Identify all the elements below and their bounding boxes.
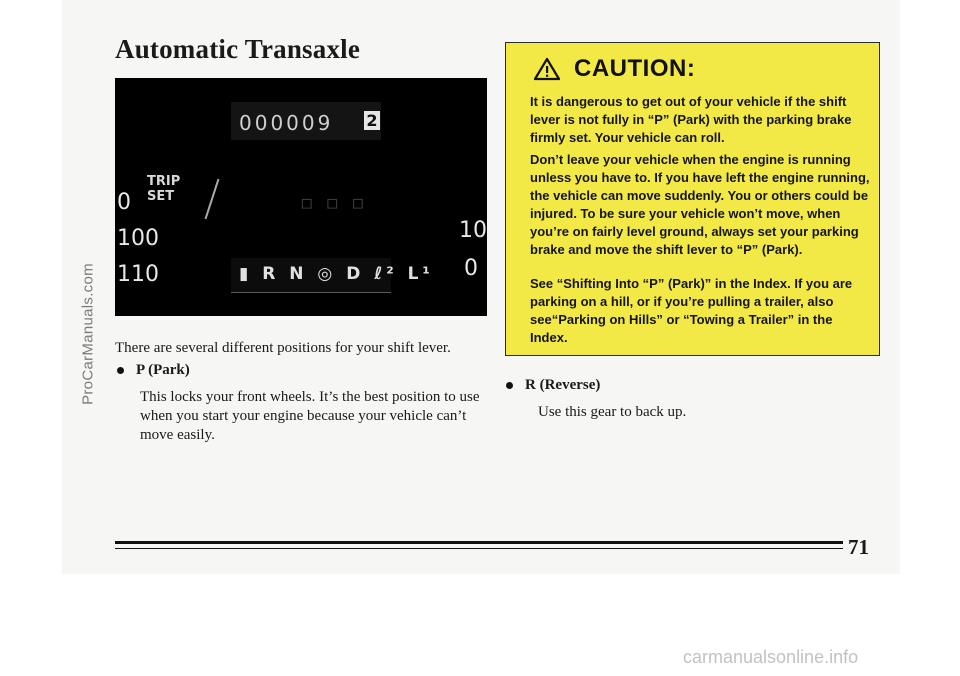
footer-rule (115, 541, 843, 544)
caution-paragraph: See “Shifting Into “P” (Park)” in the Index. If you are parking on a hill, or if you’re pulling a trailer, also see“Parking on Hills” or “Towing a Trailer” in the Index. (530, 276, 853, 345)
bullet-icon (117, 367, 124, 374)
caution-title: CAUTION: (574, 55, 696, 82)
prndl-letters: R N ◎ D ℓ² L¹ (262, 264, 434, 284)
bullet-icon (506, 382, 513, 389)
prndl-indicator (239, 264, 434, 284)
caution-title-row (534, 55, 695, 83)
bottom-watermark: carmanualsonline.info (683, 647, 859, 667)
trip-label: TRIP (147, 174, 181, 189)
shift-positions-intro: There are several different positions for your shift lever. (115, 340, 451, 356)
section-heading-park (117, 362, 190, 379)
reverse-description: Use this gear to back up. (538, 404, 687, 420)
footer-rule-thin (115, 548, 843, 549)
warning-triangle-icon (534, 57, 560, 81)
park-description: This locks your front wheels. It’s the best position to use when you start your engine because your vehicle can’t move easily. (140, 389, 480, 443)
speed-mark: 0 (117, 190, 131, 215)
page-number: 71 (848, 535, 869, 559)
side-watermark: ProCarManuals.com (79, 263, 97, 405)
odometer-highlight-digit: 2 (364, 111, 380, 130)
unlit-indicators: ▫▫▫ (300, 190, 377, 214)
gauge-needle (205, 179, 220, 220)
page-heading: Automatic Transaxle (115, 34, 361, 64)
trip-set-label (147, 174, 180, 204)
caution-paragraph: It is dangerous to get out of your vehicle if the shift lever is not fully in “P” (Park) with the parking brake firmly set. Your vehicle can roll. (530, 94, 852, 145)
speed-mark: 10 (459, 218, 487, 243)
caution-paragraph: Don’t leave your vehicle when the engine is running unless you have to. If you have left the engine running, the vehicle can move suddenly. You or others could be injured. To be sure your vehicle won’t move, when you’re on fairly level ground, always set your parking brake and move the shift lever to “P” (Park). (530, 152, 870, 257)
caution-box (505, 42, 880, 356)
section-heading-reverse (506, 377, 600, 394)
section-label: R (Reverse) (525, 377, 601, 393)
section-label: P (Park) (136, 362, 190, 378)
speed-mark: 0 (464, 256, 478, 281)
park-indicator-icon: ▮ (239, 264, 253, 284)
set-label: SET (147, 189, 175, 204)
odometer-readout: 000009 (239, 111, 334, 135)
speed-mark: 110 (117, 262, 159, 287)
speed-mark: 100 (117, 226, 159, 251)
instrument-cluster-photo (115, 78, 487, 316)
